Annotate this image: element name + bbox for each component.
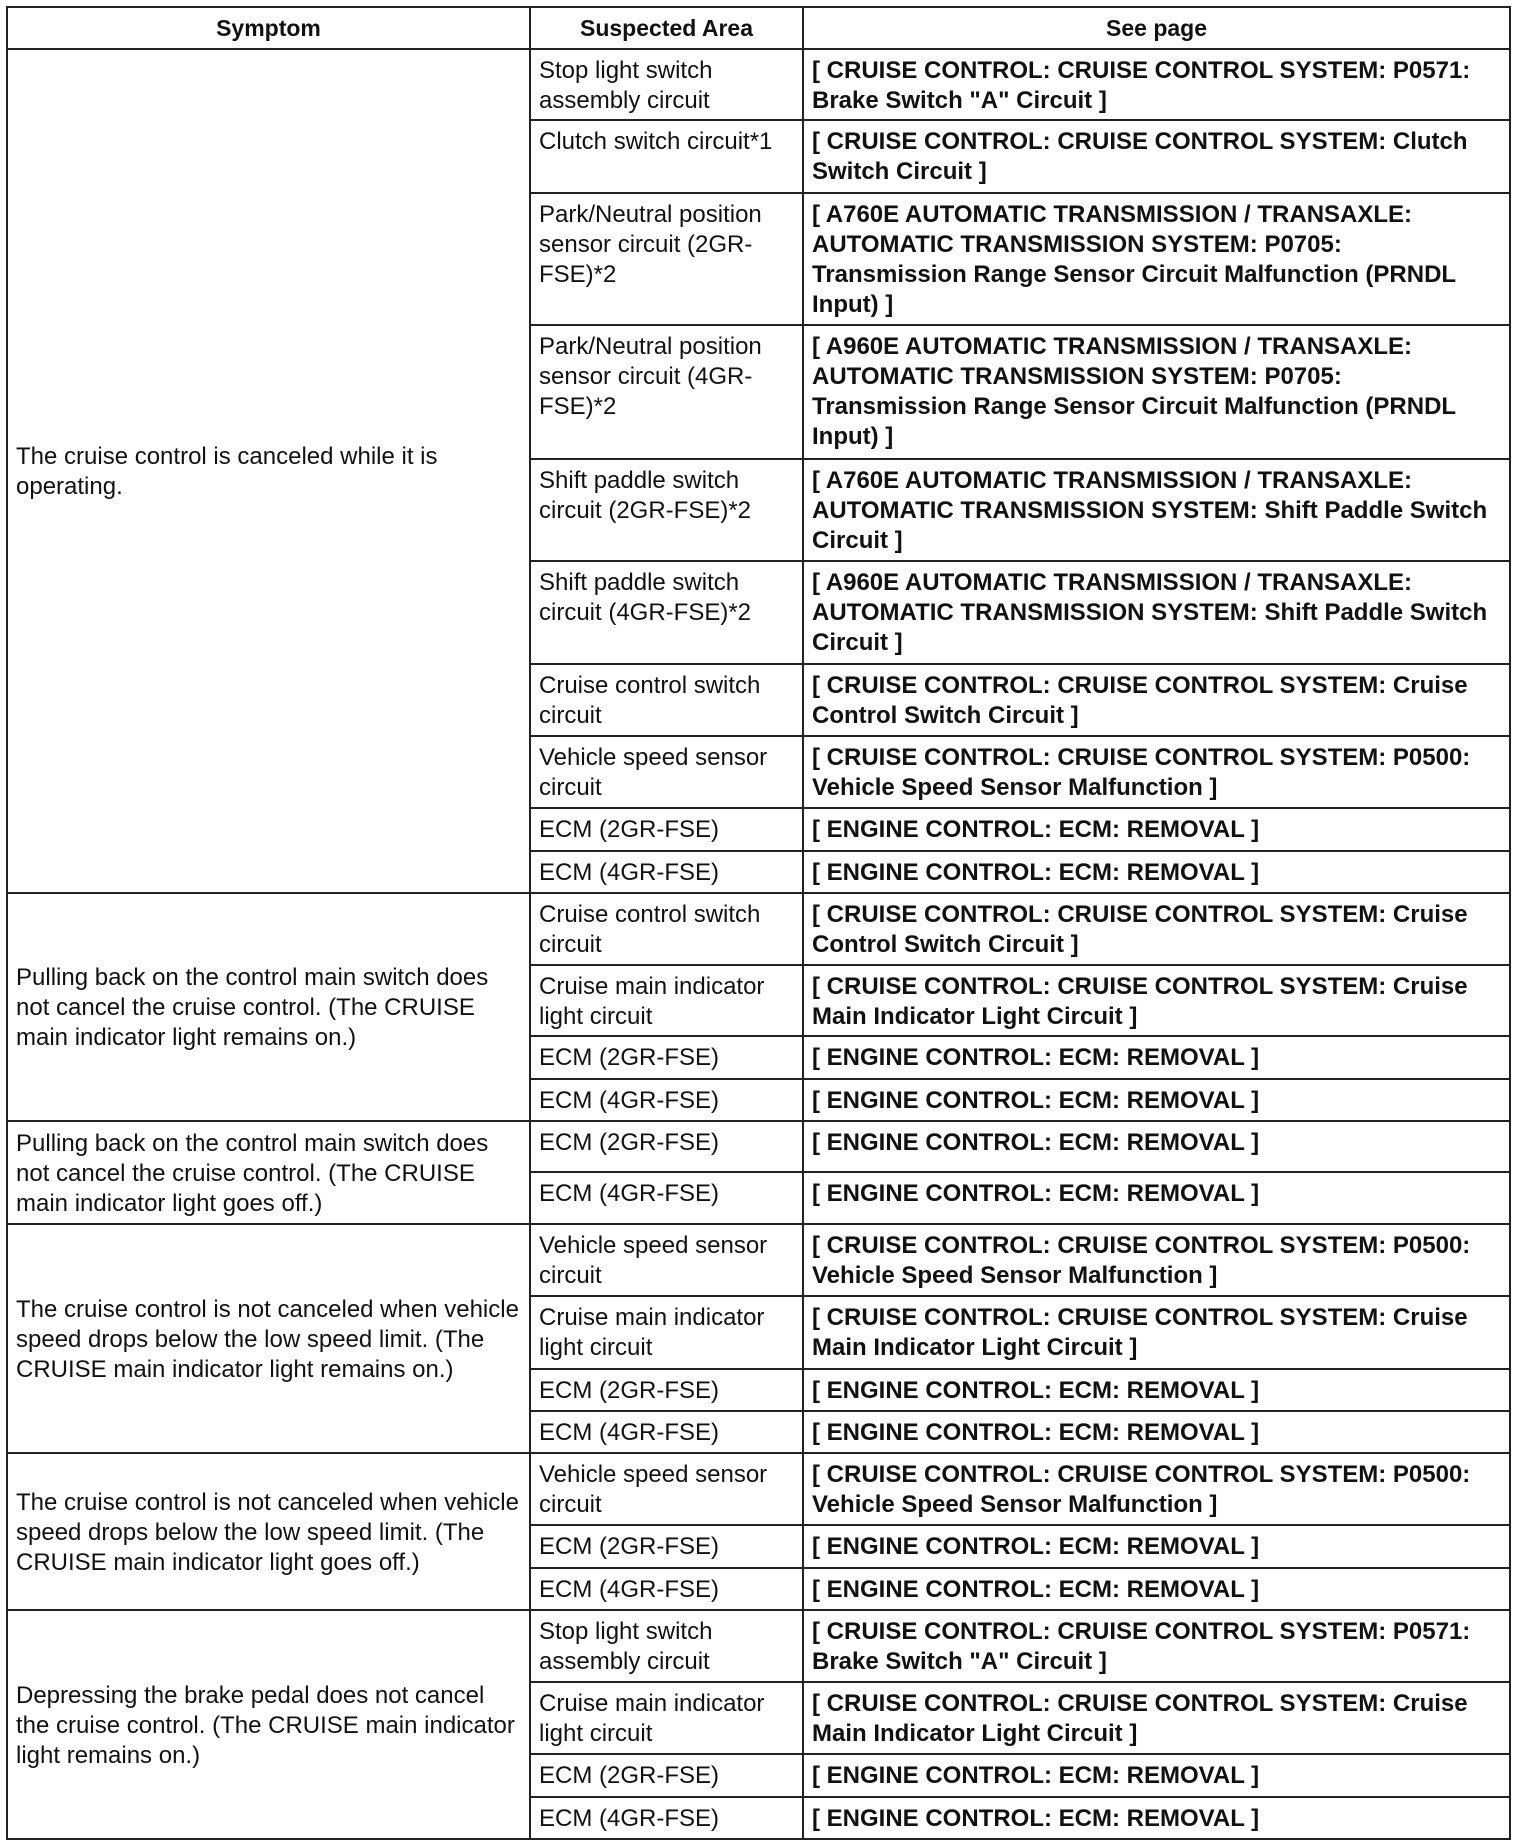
- see-page-cell: [ CRUISE CONTROL: CRUISE CONTROL SYSTEM: P0571: Brake Switch "A" Circuit ]: [803, 1610, 1510, 1682]
- table-row: [7, 1610, 1510, 1682]
- suspected-area-cell: ECM (4GR-FSE): [530, 1411, 803, 1453]
- suspected-area-cell: ECM (4GR-FSE): [530, 1079, 803, 1121]
- suspected-area-cell: ECM (2GR-FSE): [530, 1036, 803, 1078]
- suspected-area-cell: ECM (4GR-FSE): [530, 1797, 803, 1839]
- see-page-cell: [ CRUISE CONTROL: CRUISE CONTROL SYSTEM: P0500: Vehicle Speed Sensor Malfunction ]: [803, 1224, 1510, 1296]
- see-page-cell: [ ENGINE CONTROL: ECM: REMOVAL ]: [803, 1369, 1510, 1411]
- suspected-area-cell: Cruise main indicator light circuit: [530, 1682, 803, 1754]
- suspected-area-cell: Stop light switch assembly circuit: [530, 1610, 803, 1682]
- header-see-page: See page: [803, 7, 1510, 49]
- see-page-cell: [ CRUISE CONTROL: CRUISE CONTROL SYSTEM: P0500: Vehicle Speed Sensor Malfunction ]: [803, 736, 1510, 808]
- suspected-area-cell: Cruise main indicator light circuit: [530, 1296, 803, 1368]
- see-page-cell: [ CRUISE CONTROL: CRUISE CONTROL SYSTEM: Cruise Control Switch Circuit ]: [803, 893, 1510, 965]
- suspected-area-cell: Stop light switch assembly circuit: [530, 49, 803, 120]
- see-page-cell: [ ENGINE CONTROL: ECM: REMOVAL ]: [803, 1172, 1510, 1224]
- suspected-area-cell: ECM (4GR-FSE): [530, 1568, 803, 1610]
- suspected-area-cell: Vehicle speed sensor circuit: [530, 1453, 803, 1525]
- see-page-cell: [ CRUISE CONTROL: CRUISE CONTROL SYSTEM: Cruise Main Indicator Light Circuit ]: [803, 1682, 1510, 1754]
- suspected-area-cell: Cruise main indicator light circuit: [530, 965, 803, 1036]
- suspected-area-cell: Park/Neutral position sensor circuit (2GR-FSE)*2: [530, 193, 803, 326]
- symptom-cell: The cruise control is canceled while it is operating.: [7, 49, 530, 893]
- see-page-cell: [ CRUISE CONTROL: CRUISE CONTROL SYSTEM: P0500: Vehicle Speed Sensor Malfunction ]: [803, 1453, 1510, 1525]
- header-row: [7, 7, 1510, 49]
- suspected-area-cell: ECM (2GR-FSE): [530, 1121, 803, 1172]
- suspected-area-cell: Clutch switch circuit*1: [530, 120, 803, 192]
- symptom-cell: Pulling back on the control main switch does not cancel the cruise control. (The CRUISE main indicator light remains on.): [7, 893, 530, 1121]
- see-page-cell: [ ENGINE CONTROL: ECM: REMOVAL ]: [803, 1411, 1510, 1453]
- suspected-area-cell: ECM (2GR-FSE): [530, 1369, 803, 1411]
- see-page-cell: [ A760E AUTOMATIC TRANSMISSION / TRANSAXLE: AUTOMATIC TRANSMISSION SYSTEM: Shift Paddle Switch Circuit ]: [803, 459, 1510, 561]
- suspected-area-cell: ECM (2GR-FSE): [530, 808, 803, 850]
- symptom-cell: The cruise control is not canceled when vehicle speed drops below the low speed limit. (The CRUISE main indicator light remains on.): [7, 1224, 530, 1453]
- suspected-area-cell: Vehicle speed sensor circuit: [530, 1224, 803, 1296]
- suspected-area-cell: Vehicle speed sensor circuit: [530, 736, 803, 808]
- see-page-cell: [ ENGINE CONTROL: ECM: REMOVAL ]: [803, 1079, 1510, 1121]
- header-symptom: Symptom: [7, 7, 530, 49]
- suspected-area-cell: Cruise control switch circuit: [530, 664, 803, 736]
- see-page-cell: [ ENGINE CONTROL: ECM: REMOVAL ]: [803, 808, 1510, 850]
- see-page-cell: [ CRUISE CONTROL: CRUISE CONTROL SYSTEM: Cruise Main Indicator Light Circuit ]: [803, 1296, 1510, 1368]
- see-page-cell: [ ENGINE CONTROL: ECM: REMOVAL ]: [803, 1121, 1510, 1172]
- see-page-cell: [ CRUISE CONTROL: CRUISE CONTROL SYSTEM: Cruise Control Switch Circuit ]: [803, 664, 1510, 736]
- suspected-area-cell: ECM (4GR-FSE): [530, 851, 803, 893]
- see-page-cell: [ CRUISE CONTROL: CRUISE CONTROL SYSTEM: Cruise Main Indicator Light Circuit ]: [803, 965, 1510, 1036]
- symptom-cell: The cruise control is not canceled when vehicle speed drops below the low speed limit. (The CRUISE main indicator light goes off.): [7, 1453, 530, 1610]
- suspected-area-cell: ECM (2GR-FSE): [530, 1754, 803, 1796]
- see-page-cell: [ A760E AUTOMATIC TRANSMISSION / TRANSAXLE: AUTOMATIC TRANSMISSION SYSTEM: P0705: Transmission Range Sensor Circuit Malfunction (PRNDL Input) ]: [803, 193, 1510, 326]
- see-page-cell: [ ENGINE CONTROL: ECM: REMOVAL ]: [803, 1568, 1510, 1610]
- suspected-area-cell: Shift paddle switch circuit (2GR-FSE)*2: [530, 459, 803, 561]
- symptom-cell: Depressing the brake pedal does not cancel the cruise control. (The CRUISE main indicator light remains on.): [7, 1610, 530, 1839]
- suspected-area-cell: ECM (2GR-FSE): [530, 1525, 803, 1567]
- table-row: [7, 1453, 1510, 1525]
- suspected-area-cell: Cruise control switch circuit: [530, 893, 803, 965]
- troubleshooting-table: [6, 6, 1511, 1840]
- table-row: [7, 49, 1510, 120]
- see-page-cell: [ CRUISE CONTROL: CRUISE CONTROL SYSTEM: P0571: Brake Switch "A" Circuit ]: [803, 49, 1510, 120]
- see-page-cell: [ ENGINE CONTROL: ECM: REMOVAL ]: [803, 1525, 1510, 1567]
- see-page-cell: [ ENGINE CONTROL: ECM: REMOVAL ]: [803, 851, 1510, 893]
- symptom-cell: Pulling back on the control main switch does not cancel the cruise control. (The CRUISE main indicator light goes off.): [7, 1121, 530, 1224]
- header-suspected-area: Suspected Area: [530, 7, 803, 49]
- see-page-cell: [ A960E AUTOMATIC TRANSMISSION / TRANSAXLE: AUTOMATIC TRANSMISSION SYSTEM: Shift Paddle Switch Circuit ]: [803, 561, 1510, 663]
- see-page-cell: [ ENGINE CONTROL: ECM: REMOVAL ]: [803, 1036, 1510, 1078]
- table-row: [7, 1224, 1510, 1296]
- suspected-area-cell: Shift paddle switch circuit (4GR-FSE)*2: [530, 561, 803, 663]
- see-page-cell: [ ENGINE CONTROL: ECM: REMOVAL ]: [803, 1797, 1510, 1839]
- suspected-area-cell: ECM (4GR-FSE): [530, 1172, 803, 1224]
- suspected-area-cell: Park/Neutral position sensor circuit (4GR-FSE)*2: [530, 325, 803, 459]
- see-page-cell: [ CRUISE CONTROL: CRUISE CONTROL SYSTEM: Clutch Switch Circuit ]: [803, 120, 1510, 192]
- table-row: [7, 893, 1510, 965]
- see-page-cell: [ A960E AUTOMATIC TRANSMISSION / TRANSAXLE: AUTOMATIC TRANSMISSION SYSTEM: P0705: Transmission Range Sensor Circuit Malfunction (PRNDL Input) ]: [803, 325, 1510, 459]
- see-page-cell: [ ENGINE CONTROL: ECM: REMOVAL ]: [803, 1754, 1510, 1796]
- table-row: [7, 1121, 1510, 1172]
